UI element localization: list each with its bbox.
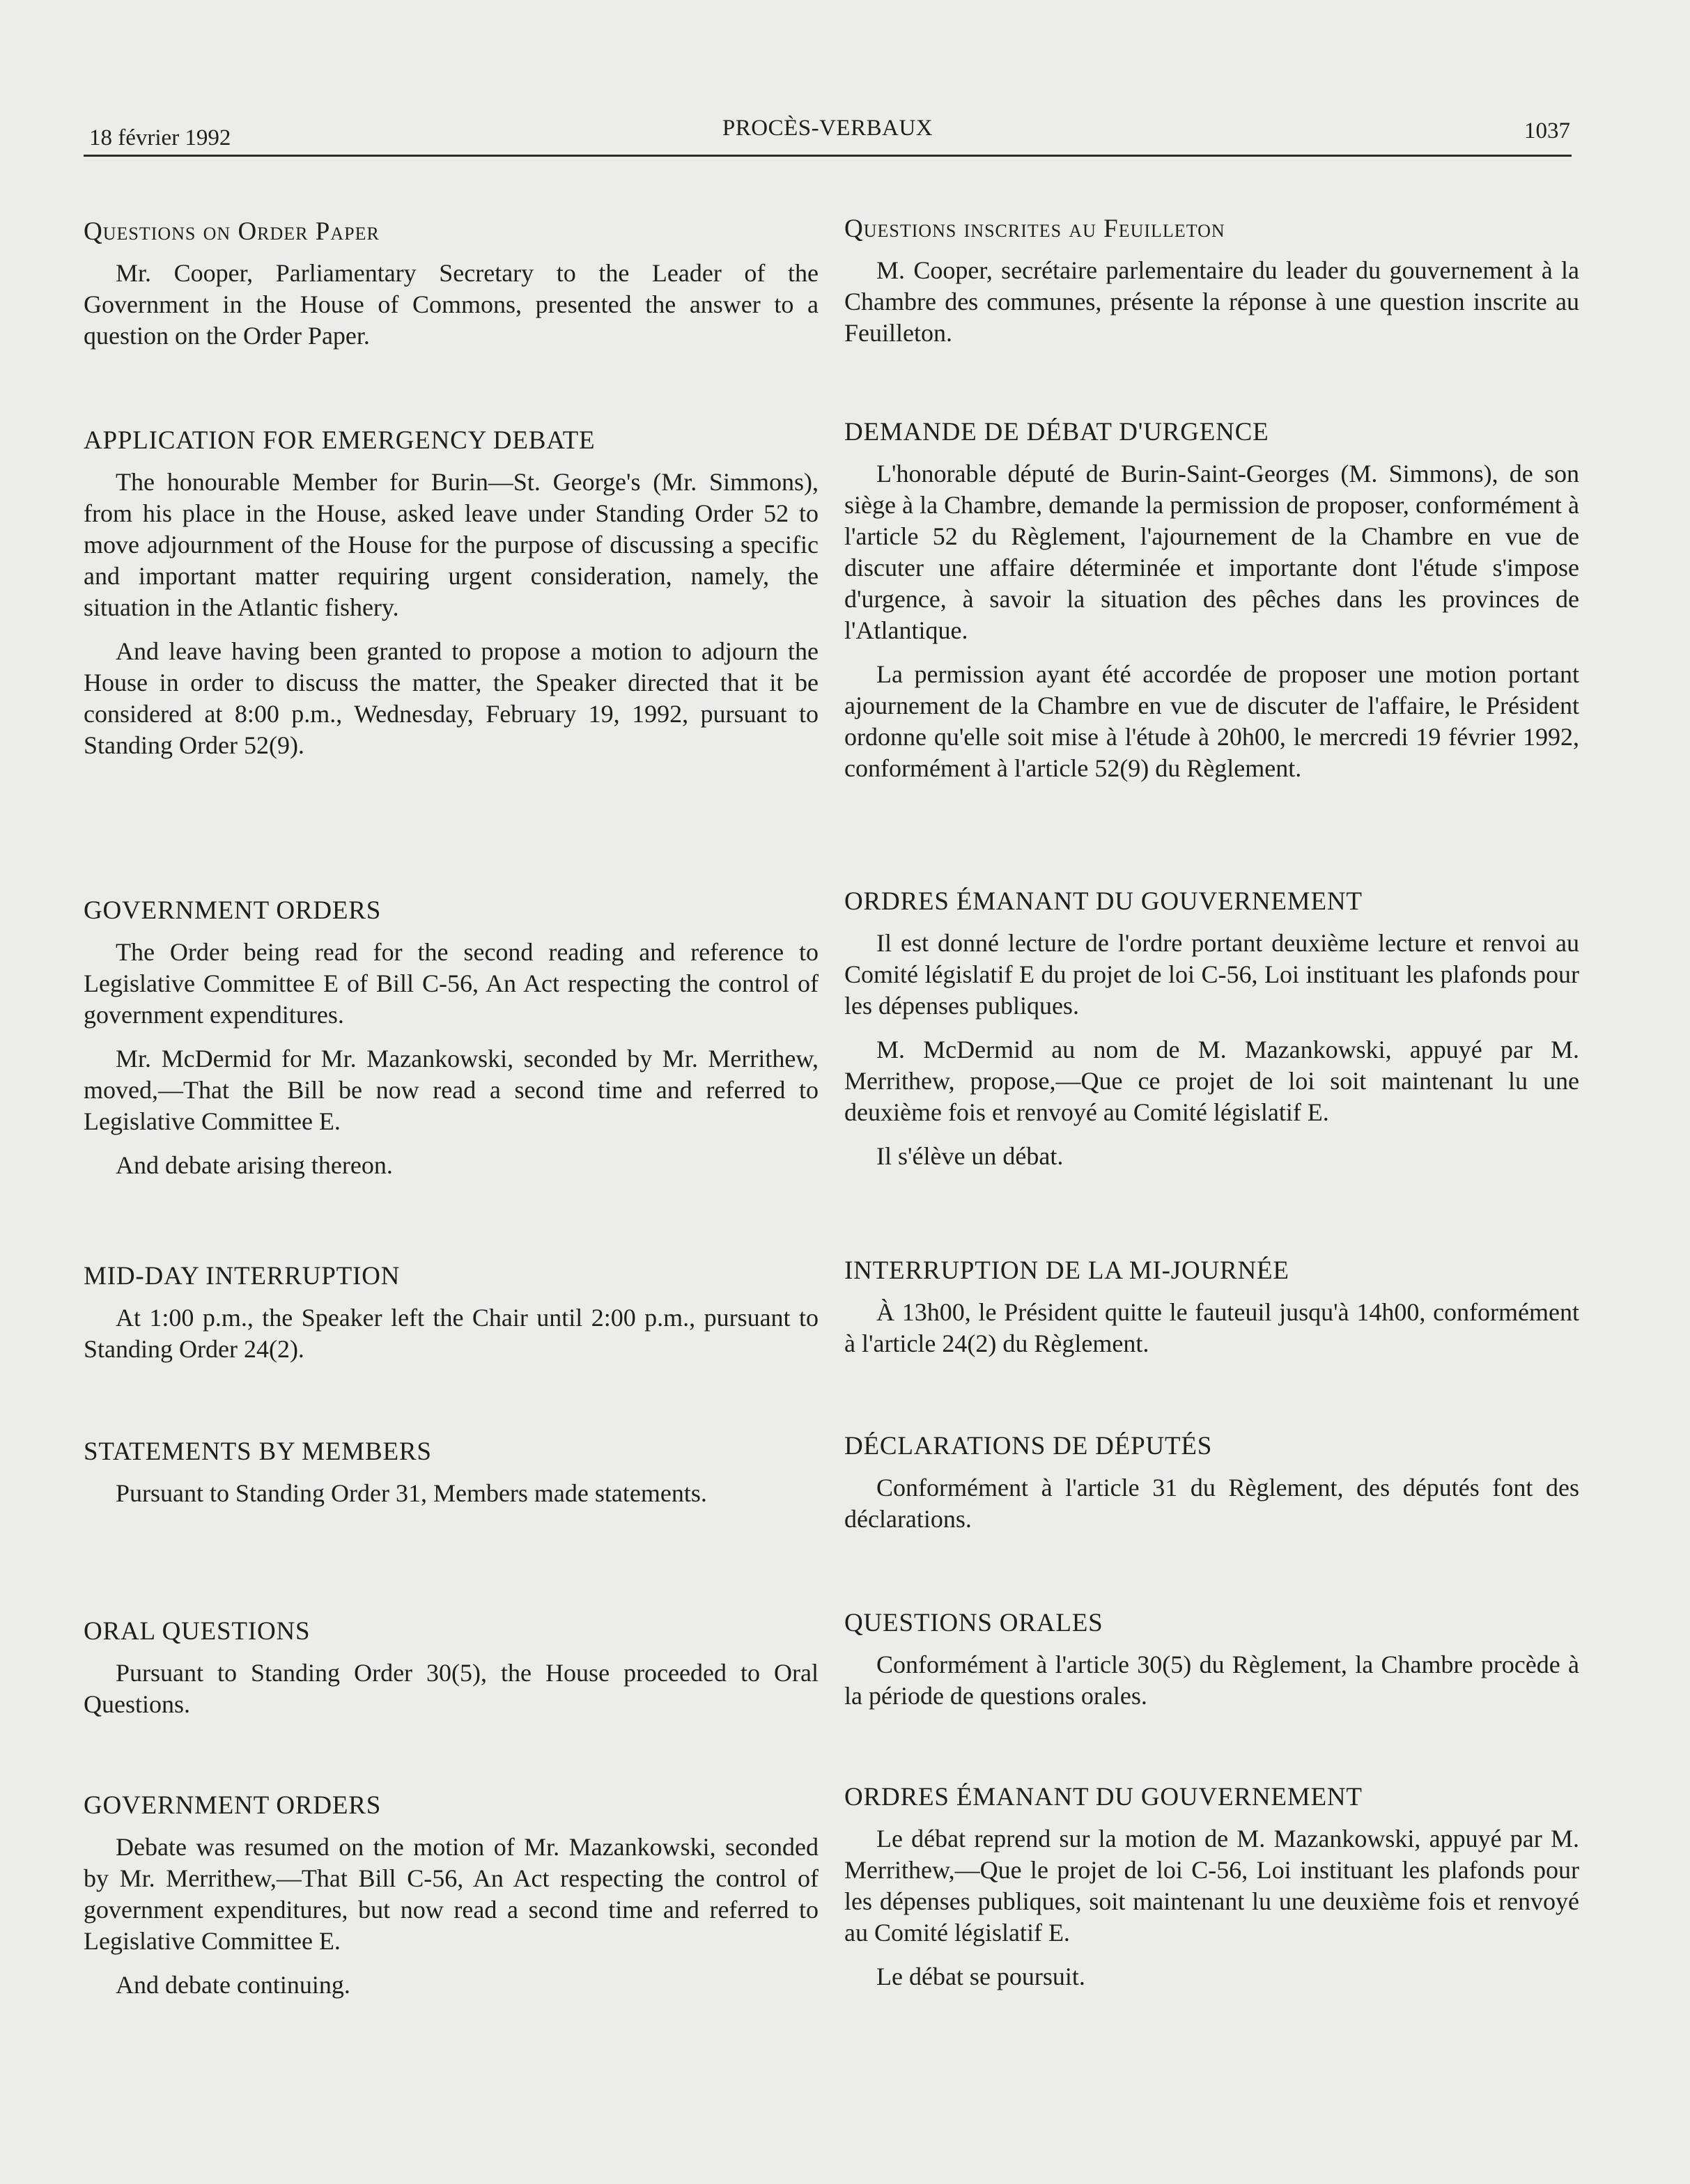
paragraph: Mr. Cooper, Parliamentary Secretary to the Leader of the Government in the House of Commons, presented the answer to a question on the Order Paper. — [84, 259, 819, 350]
section-ordres-gouvernement-reprise — [844, 1781, 1579, 2005]
paragraph: Pursuant to Standing Order 30(5), the House proceeded to Oral Questions. — [84, 1659, 819, 1718]
paragraph: The honourable Member for Burin—St. George's (Mr. Simmons), from his place in the House, asked leave under Standing Order 52 to move adjournment of the House for the purpose of discussing a specific and important matter requiring urgent consideration, namely, the situation in the Atlantic fishery. — [84, 468, 819, 621]
section-heading: INTERRUPTION DE LA MI-JOURNÉE — [844, 1256, 1289, 1285]
header-date: 18 février 1992 — [89, 125, 231, 150]
paragraph: Il est donné lecture de l'ordre portant deuxième lecture et renvoi au Comité législatif E du projet de loi C-56, Loi instituant les plafonds pour les dépenses publiques. — [844, 929, 1579, 1020]
page-number: 1037 — [1524, 118, 1570, 143]
paragraph: À 13h00, le Président quitte le fauteuil jusqu'à 14h00, conformément à l'article 24(2) du Règlement. — [844, 1298, 1579, 1357]
paragraph: Le débat se poursuit. — [876, 1963, 1085, 1990]
header-title: PROCÈS-VERBAUX — [722, 116, 933, 141]
section-emergency-debate — [84, 425, 819, 774]
paragraph: And debate continuing. — [116, 1971, 350, 1999]
section-debat-urgence — [844, 416, 1579, 797]
section-heading: QUESTIONS ORALES — [844, 1609, 1103, 1637]
section-questions-order-paper — [84, 216, 819, 364]
paragraph: La permission ayant été accordée de proposer une motion portant ajournement de la Chambre en vue de discuter de l'affaire, le Président ordonne qu'elle soit mise à l'étude à 20h00, le mercredi 19 février 1992, conformément à l'article 52(9) du Règlement. — [844, 660, 1579, 782]
section-ordres-gouvernement — [844, 886, 1579, 1185]
section-heading: GOVERNMENT ORDERS — [84, 896, 382, 925]
section-heading: APPLICATION FOR EMERGENCY DEBATE — [84, 426, 596, 455]
running-header — [84, 116, 1572, 157]
paragraph: Il s'élève un débat. — [876, 1142, 1064, 1170]
section-heading: DÉCLARATIONS DE DÉPUTÉS — [844, 1432, 1213, 1460]
section-interruption-mi-journee — [844, 1255, 1579, 1372]
section-heading: STATEMENTS BY MEMBERS — [84, 1437, 432, 1466]
section-questions-orales — [844, 1607, 1579, 1724]
paragraph: Mr. McDermid for Mr. Mazankowski, seconded by Mr. Merrithew, moved,—That the Bill be now read a second time and referred to Legislative Committee E. — [84, 1045, 819, 1135]
paragraph: L'honorable député de Burin-Saint-Georges (M. Simmons), de son siège à la Chambre, demande la permission de proposer, conformément à l'article 52 du Règlement, l'ajournement de la Chambre en vue de discuter une affaire déterminée et importante dont l'étude s'impose d'urgence, à savoir la situation des pêches dans les provinces de l'Atlantique. — [844, 460, 1579, 644]
paragraph: M. McDermid au nom de M. Mazankowski, appuyé par M. Merrithew, propose,—Que ce projet de loi soit maintenant lu une deuxième fois et renvoyé au Comité législatif E. — [844, 1036, 1579, 1126]
section-declarations-deputes — [844, 1430, 1579, 1547]
section-heading: Questions inscrites au Feuilleton — [844, 214, 1225, 243]
paragraph: And debate arising thereon. — [116, 1151, 393, 1179]
paragraph: Conformément à l'article 30(5) du Règlement, la Chambre procède à la période de questions orales. — [844, 1651, 1579, 1710]
section-heading: ORDRES ÉMANANT DU GOUVERNEMENT — [844, 887, 1363, 916]
paragraph: Le débat reprend sur la motion de M. Mazankowski, appuyé par M. Merrithew,—Que le projet de loi C-56, Loi instituant les plafonds pour les dépenses publiques, soit maintenant lu une deuxième fois et renvoyé au Comité législatif E. — [844, 1825, 1579, 1947]
section-heading: DEMANDE DE DÉBAT D'URGENCE — [844, 418, 1269, 446]
section-oral-questions — [84, 1616, 819, 1733]
section-heading: MID-DAY INTERRUPTION — [84, 1262, 401, 1290]
paragraph: M. Cooper, secrétaire parlementaire du leader du gouvernement à la Chambre des communes, présente la réponse à une question inscrite au Feuilleton. — [844, 256, 1579, 347]
section-government-orders — [84, 895, 819, 1194]
section-heading: ORAL QUESTIONS — [84, 1617, 311, 1646]
paragraph: Conformément à l'article 31 du Règlement, des députés font des déclarations. — [844, 1474, 1579, 1533]
paragraph: Debate was resumed on the motion of Mr. Mazankowski, seconded by Mr. Merrithew,—That Bill C-56, An Act respecting the control of government expenditures, but now read a second time and referred to Legislative Committee E. — [84, 1833, 819, 1955]
section-mid-day-interruption — [84, 1261, 819, 1378]
section-heading: ORDRES ÉMANANT DU GOUVERNEMENT — [844, 1783, 1363, 1811]
paragraph: Pursuant to Standing Order 31, Members made statements. — [116, 1479, 707, 1507]
section-questions-feuilleton — [844, 213, 1579, 361]
section-heading: GOVERNMENT ORDERS — [84, 1791, 382, 1820]
section-heading: Questions on Order Paper — [84, 217, 380, 246]
section-statements-by-members — [84, 1436, 819, 1522]
paragraph: At 1:00 p.m., the Speaker left the Chair until 2:00 p.m., pursuant to Standing Order 24(2). — [84, 1304, 819, 1363]
paragraph: And leave having been granted to propose a motion to adjourn the House in order to discuss the matter, the Speaker directed that it be considered at 8:00 p.m., Wednesday, February 19, 1992, pursuant to Standing Order 52(9). — [84, 637, 819, 759]
paragraph: The Order being read for the second reading and reference to Legislative Committee E of Bill C-56, An Act respecting the control of government expenditures. — [84, 938, 819, 1029]
section-government-orders-resumed — [84, 1790, 819, 2013]
